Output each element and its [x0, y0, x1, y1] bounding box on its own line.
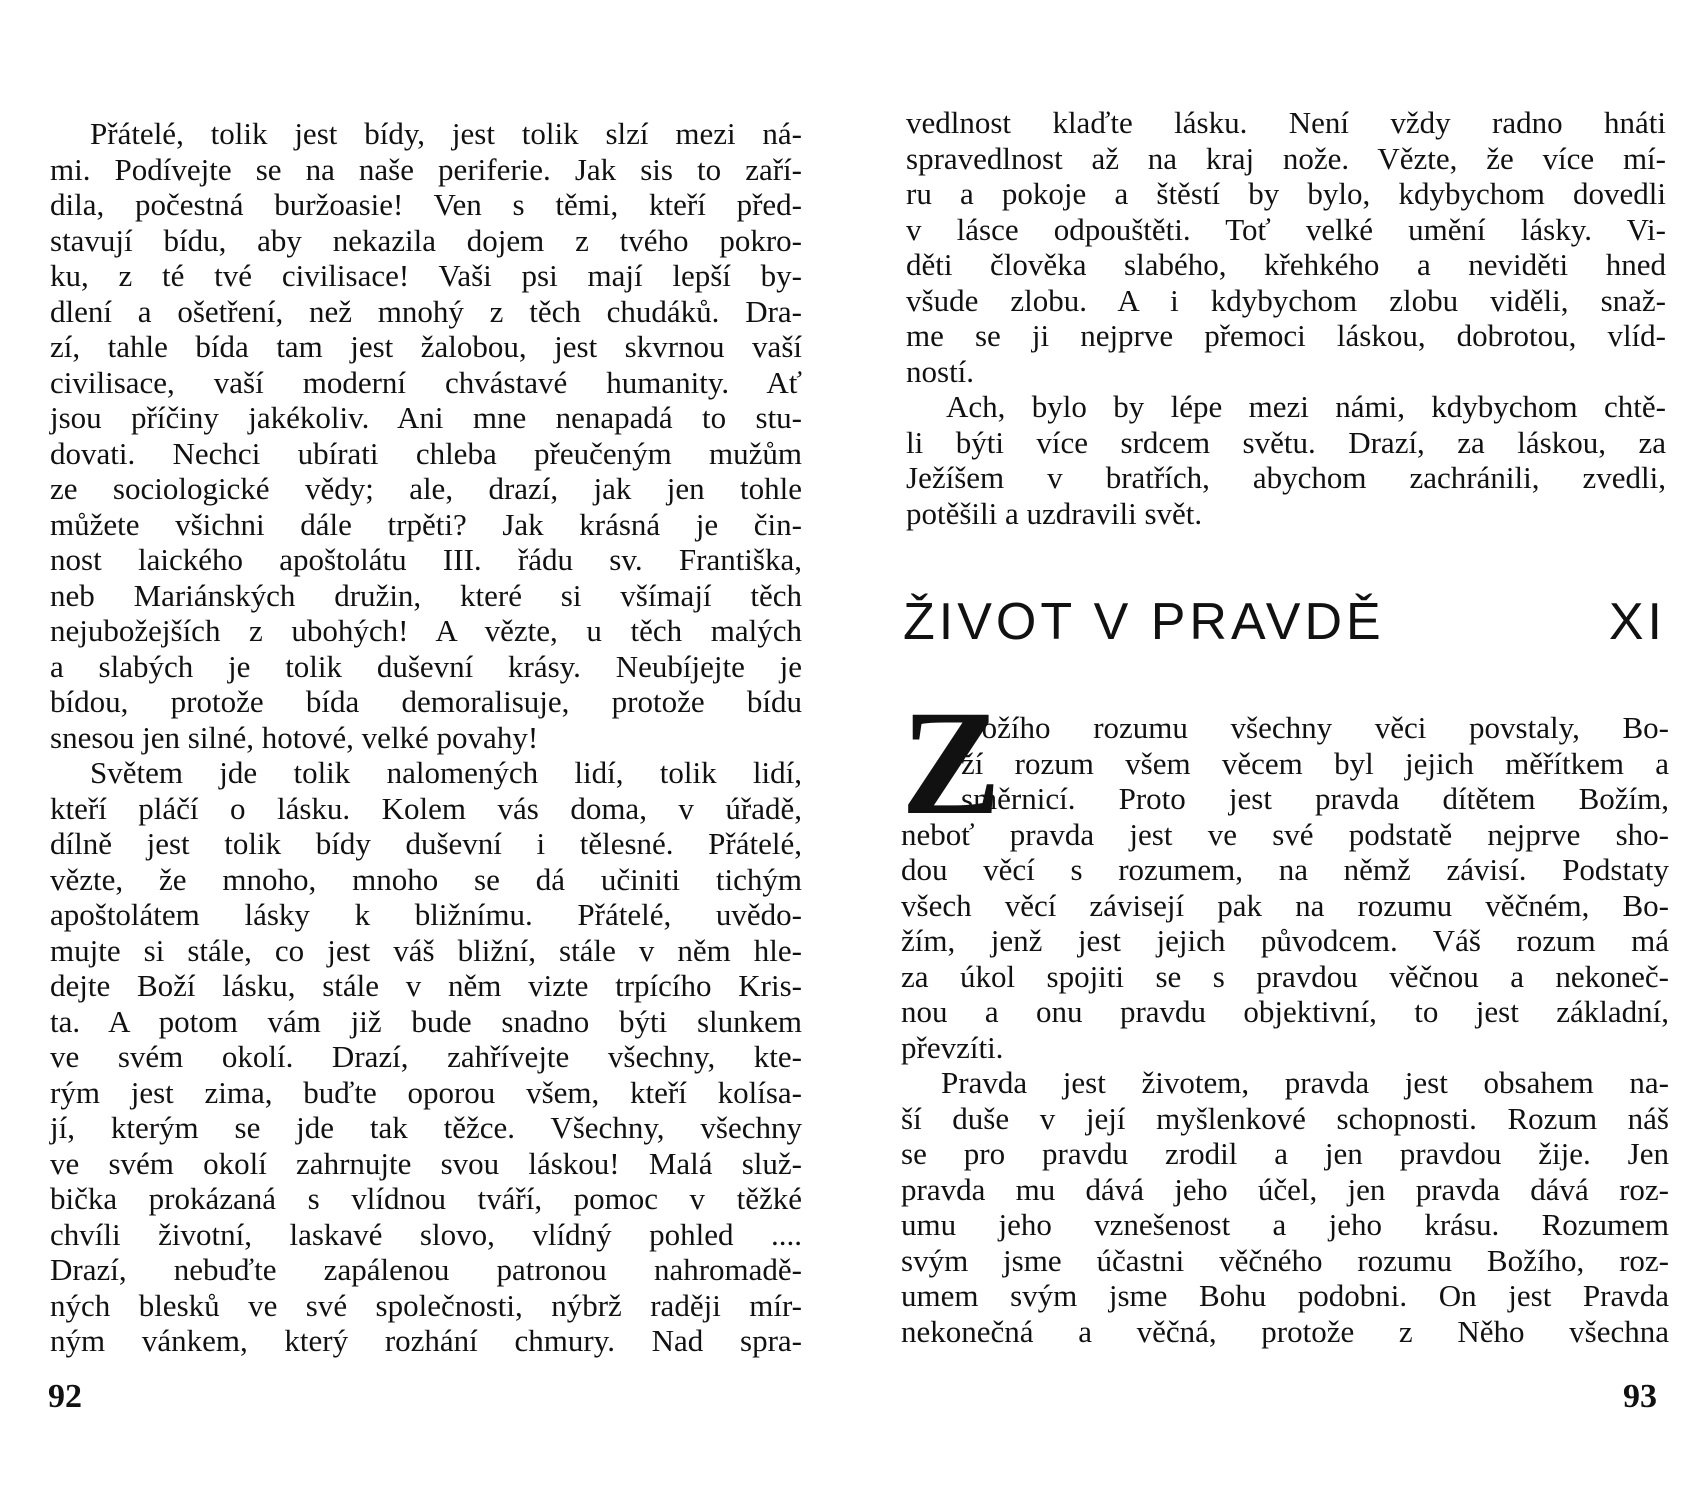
text-line: civilisace, vaší moderní chvástavé humanity. Ať	[50, 364, 802, 400]
text-line: bídou, protože bída demoralisuje, protože bídu	[50, 684, 802, 719]
text-line: ku, z té tvé civilisace! Vaši psi mají lepší by-	[50, 258, 802, 293]
text-line: neboť pravda jest ve své podstatě nejprve sho-	[901, 816, 1669, 852]
text-line: stavují bídu, aby nekazila dojem z tvého pokro-	[50, 222, 802, 258]
text-line: ší duše v její myšlenkové schopnosti. Rozum náš	[901, 1100, 1669, 1136]
text-line: Drazí, nebuďte zapálenou patronou nahromadě-	[50, 1252, 802, 1287]
text-line: jsou příčiny jakékoliv. Ani mne nenapadá to stu-	[50, 400, 802, 435]
text-line: me se ji nejprve přemoci láskou, dobrotou, vlíd-	[906, 318, 1666, 353]
text-line: vězte, že mnoho, mnoho se dá učiniti tichým	[50, 861, 802, 897]
text-line: ží rozum všem věcem byl jejich měřítkem a	[961, 745, 1669, 781]
text-line: potěšili a uzdravili svět.	[906, 495, 1203, 531]
text-line: nekonečná a věčná, protože z Něho všechna	[901, 1313, 1669, 1349]
text-line: a slabých je tolik duševní krásy. Neubíjejte je	[50, 648, 802, 684]
text-line: převzíti.	[901, 1029, 1004, 1065]
text-line: bička prokázaná s vlídnou tváří, pomoc v těžké	[50, 1181, 802, 1216]
text-line: Božího rozumu všechny věci povstaly, Bo-	[961, 710, 1669, 745]
text-line: se pro pravdu zrodil a jen pravdou žije. Jen	[901, 1136, 1669, 1171]
left-page-text	[50, 116, 802, 1359]
text-line: dejte Boží lásku, stále v něm vizte trpícího Kris-	[50, 968, 802, 1003]
text-line: za úkol spojiti se s pravdou věčnou a nekoneč-	[901, 958, 1669, 994]
text-line: dou věcí s rozumem, na němž závisí. Podstaty	[901, 852, 1669, 887]
text-line: ností.	[906, 353, 975, 389]
text-line: mi. Podívejte se na naše periferie. Jak sis to zaří-	[50, 151, 802, 187]
text-line: Světem jde tolik nalomených lidí, tolik lidí,	[90, 755, 802, 790]
right-page	[851, 0, 1702, 1500]
text-line: svým jsme účastni věčného rozumu Božího, roz-	[901, 1242, 1669, 1278]
text-line: rým jest zima, buďte oporou všem, kteří kolísa-	[50, 1074, 802, 1110]
text-line: spravedlnost až na kraj nože. Vězte, že více mí-	[906, 140, 1666, 176]
text-line: jí, kterým se jde tak těžce. Všechny, všechny	[50, 1110, 802, 1145]
text-line: všech věcí závisejí pak na rozumu věčném, Bo-	[901, 887, 1669, 923]
right-page-text-top	[906, 105, 1666, 531]
text-line: apoštolátem lásky k bližnímu. Přátelé, uvědo-	[50, 897, 802, 932]
text-line: žím, jenž jest jejich původcem. Váš rozum má	[901, 923, 1669, 958]
text-line: dovati. Nechci ubírati chleba přeučeným mužům	[50, 435, 802, 471]
text-line: dílně jest tolik bídy duševní i tělesné. Přátelé,	[50, 826, 802, 861]
text-line: umem svým jsme Bohu podobni. On jest Pravda	[901, 1278, 1669, 1313]
text-line: ru a pokoje a štěstí by bylo, kdybychom dovedli	[906, 176, 1666, 211]
text-line: snesou jen silné, hotové, velké povahy!	[50, 719, 539, 755]
text-line: Pravda jest životem, pravda jest obsahem na-	[941, 1065, 1669, 1100]
text-line: Ach, bylo by lépe mezi námi, kdybychom chtě-	[946, 389, 1666, 424]
text-line: pravda mu dává jeho účel, jen pravda dává roz-	[901, 1171, 1669, 1207]
text-line: ným vánkem, který rozhání chmury. Nad spra-	[50, 1323, 802, 1358]
text-line: ných blesků ve své společnosti, nýbrž raději mír-	[50, 1287, 802, 1323]
text-line: nou a onu pravdu objektivní, to jest základní,	[901, 994, 1669, 1029]
text-line: ve svém okolí. Drazí, zahřívejte všechny, kte-	[50, 1039, 802, 1074]
text-line: kteří pláčí o lásku. Kolem vás doma, v úřadě,	[50, 790, 802, 826]
text-line: neb Mariánských družin, které si všímají těch	[50, 577, 802, 613]
text-line: mujte si stále, co jest váš bližní, stále v něm hle-	[50, 932, 802, 968]
text-line: zí, tahle bída tam jest žalobou, jest skvrnou vaší	[50, 329, 802, 364]
drop-cap: Z	[901, 680, 1002, 846]
text-line: ta. A potom vám již bude snadno býti slunkem	[50, 1003, 802, 1039]
chapter-heading	[903, 592, 1666, 652]
text-line: li býti více srdcem světu. Drazí, za láskou, za	[906, 424, 1666, 460]
chapter-title: ŽIVOT V PRAVDĚ	[903, 593, 1385, 651]
text-line: umu jeho vznešenost a jeho krásu. Rozumem	[901, 1207, 1669, 1242]
text-line: vedlnost klaďte lásku. Není vždy radno hnáti	[906, 105, 1666, 140]
text-line: můžete všichni dále trpěti? Jak krásná je čin-	[50, 506, 802, 542]
text-line: dlení a ošetření, než mnohý z těch chudáků. Dra-	[50, 293, 802, 329]
text-line: nejubožejších z ubohých! A vězte, u těch malých	[50, 613, 802, 648]
text-line: Přátelé, tolik jest bídy, jest tolik slzí mezi ná-	[90, 116, 802, 151]
text-line: nost laického apoštolátu III. řádu sv. Františka,	[50, 542, 802, 577]
text-line: chvíli životní, laskavé slovo, vlídný pohled ....	[50, 1216, 802, 1252]
page-number-right: 93	[1623, 1378, 1657, 1415]
right-page-text-bottom	[901, 680, 1669, 1349]
page-number-left: 92	[48, 1378, 82, 1415]
text-line: dila, počestná buržoasie! Ven s těmi, kteří před-	[50, 187, 802, 222]
text-line: ze sociologické vědy; ale, drazí, jak jen tohle	[50, 471, 802, 506]
text-line: směrnicí. Proto jest pravda dítětem Božím,	[961, 781, 1669, 816]
text-line: ve svém okolí zahrnujte svou láskou! Malá služ-	[50, 1145, 802, 1181]
text-line: všude zlobu. A i kdybychom zlobu viděli, snaž-	[906, 282, 1666, 318]
text-line: v lásce odpouštěti. Toť velké umění lásky. Vi-	[906, 211, 1666, 247]
text-line: Ježíšem v bratřích, abychom zachránili, zvedli,	[906, 460, 1666, 495]
text-line: děti člověka slabého, křehkého a neviděti hned	[906, 247, 1666, 282]
chapter-number: XI	[1608, 593, 1666, 651]
